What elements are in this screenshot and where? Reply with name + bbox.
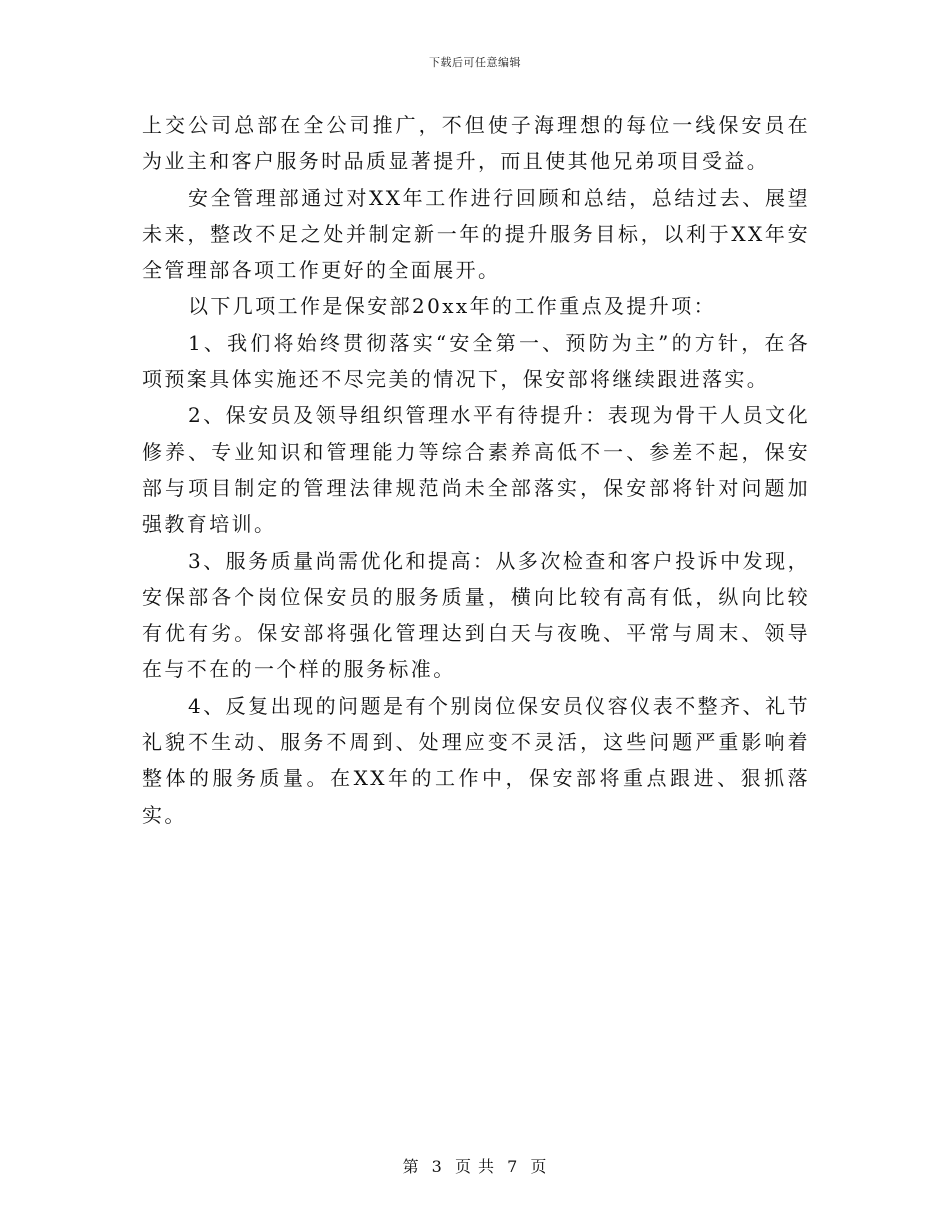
paragraph: 2、保安员及领导组织管理水平有待提升：表现为骨干人员文化修养、专业知识和管理能力等综合素养高低不一、参差不起，保安部与项目制定的管理法律规范尚未全部落实，保安部将针对问题加强教育培训。 bbox=[142, 403, 810, 537]
footer-suffix: 页 bbox=[530, 1157, 548, 1176]
footer-middle: 页 共 bbox=[454, 1157, 496, 1176]
current-page-number: 3 bbox=[431, 1157, 443, 1176]
page-footer bbox=[0, 1154, 950, 1177]
paragraph: 4、反复出现的问题是有个别岗位保安员仪容仪表不整齐、礼节礼貌不生动、服务不周到、处理应变不灵活，这些问题严重影响着整体的服务质量。在XX年的工作中，保安部将重点跟进、狠抓落实。 bbox=[142, 693, 810, 827]
paragraph: 安全管理部通过对XX年工作进行回顾和总结，总结过去、展望未来，整改不足之处并制定新一年的提升服务目标，以利于XX年安全管理部各项工作更好的全面展开。 bbox=[142, 185, 810, 283]
total-pages-number: 7 bbox=[507, 1157, 519, 1176]
footer-prefix: 第 bbox=[402, 1157, 420, 1176]
paragraph: 上交公司总部在全公司推广，不但使子海理想的每位一线保安员在为业主和客户服务时品质显著提升，而且使其他兄弟项目受益。 bbox=[142, 113, 810, 174]
paragraph: 1、我们将始终贯彻落实“安全第一、预防为主”的方针，在各项预案具体实施还不尽完美的情况下，保安部将继续跟进落实。 bbox=[142, 330, 810, 392]
paragraph: 3、服务质量尚需优化和提高：从多次检查和客户投诉中发现，安保部各个岗位保安员的服务质量，横向比较有高有低，纵向比较有优有劣。保安部将强化管理达到白天与夜晚、平常与周末、领导在与不在的一个样的服务标准。 bbox=[142, 548, 810, 682]
page-header: 下载后可任意编辑 bbox=[429, 56, 521, 69]
document-body bbox=[142, 107, 810, 833]
paragraph: 以下几项工作是保安部20xx年的工作重点及提升项： bbox=[188, 294, 717, 319]
